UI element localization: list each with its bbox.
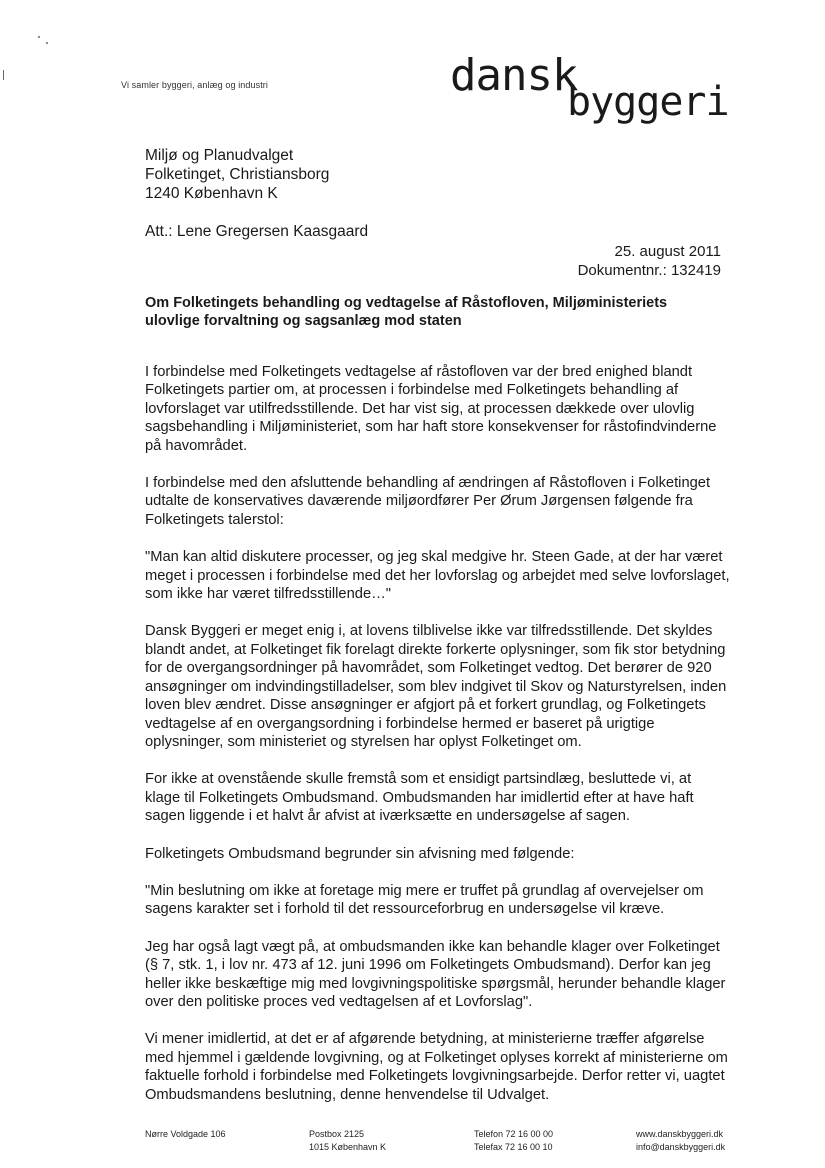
footer-address-column — [145, 1128, 226, 1141]
body-paragraph: For ikke at ovenstående skulle fremstå som et ensidigt partsindlæg, besluttede vi, at klage til Folketingets Ombudsmand. Ombudsmanden har imidlertid efter at have haft sagen liggende i et halvt år afvist at iværksætte en undersøgelse af sagen. — [145, 771, 694, 825]
footer-address: Nørre Voldgade 106 — [145, 1129, 226, 1139]
dansk-byggeri-logo — [450, 50, 729, 134]
attention-line: Att.: Lene Gregersen Kaasgaard — [145, 223, 369, 240]
footer-postbox-column — [309, 1128, 386, 1154]
company-tagline: Vi samler byggeri, anlæg og industri — [121, 80, 269, 90]
footer-phone: Telefon 72 16 00 00 — [474, 1129, 554, 1139]
footer-email-link[interactable]: info@danskbyggeri.dk — [636, 1142, 726, 1152]
recipient-line: Miljø og Planudvalget — [145, 147, 294, 164]
body-paragraph: Jeg har også lagt vægt på, at ombudsmanden ikke kan behandle klager over Folketinget (§ 7, stk. 1, i lov nr. 473 af 12. juni 1996 om Folketingets Ombudsmand). Derfor kan jeg heller ikke beskæftige mig med lovgivningspolitiske spørgsmål, herunder behandle klager over den politiske proces ved vedtagelsen af et Lovforslag". — [145, 938, 726, 1010]
footer-city: 1015 København K — [309, 1142, 387, 1152]
body-paragraph: Folketingets Ombudsmand begrunder sin afvisning med følgende: — [145, 845, 575, 862]
recipient-line: 1240 København K — [145, 185, 278, 202]
letter-date: 25. august 2011 — [614, 243, 721, 260]
letter-body — [145, 363, 730, 1123]
footer-fax: Telefax 72 16 00 10 — [474, 1142, 553, 1152]
recipient-line: Folketinget, Christiansborg — [145, 166, 330, 183]
footer-postbox: Postbox 2125 — [309, 1129, 365, 1139]
body-paragraph: Dansk Byggeri er meget enig i, at lovens tilblivelse ikke var tilfredsstillende. Det skyldes blandt andet, at Folketinget fik forelagt direkte forkerte oplysninger, som fik stor betydning for de overgangsordninger på havområdet, som Folketinget vedtog. Det berører de 920 ansøgninger om indvindingstilladelser, som blev indgivet til Skov og Naturstyrelsen, inden loven blev ændret. Disse ansøgninger er afgjort på et forkert grundlag, og Folketingets vedtagelse af en overgangsordning i forbindelse hermed er baseret på urigtige oplysninger, som ministeriet og styrelsen har oplyst Folketinget om. — [145, 623, 727, 750]
scan-speck — [3, 70, 4, 80]
footer-website-link[interactable]: www.danskbyggeri.dk — [636, 1129, 724, 1139]
letter-subject: Om Folketingets behandling og vedtagelse af Råstofloven, Miljøministeriets ulovlige forvaltning og sagsanlæg mod staten — [145, 295, 668, 329]
logo-word-dansk: dansk — [450, 50, 578, 101]
footer-phone-column — [474, 1128, 553, 1154]
body-paragraph: I forbindelse med Folketingets vedtagelse af råstofloven var der bred enighed blandt Folketingets partier om, at processen i forbindelse med Folketingets behandling af lovforslaget var utilfredsstillende. Det har vist sig, at processen dækkede over ulovlig sagsbehandling i Miljøministeriet, som har haft store konsekvenser for råstofindvinderne på havområdet. — [145, 364, 717, 454]
body-paragraph: I forbindelse med den afsluttende behandling af ændringen af Råstofloven i Folketinget udtalte de konservatives daværende miljøordfører Per Ørum Jørgensen følgende fra Folketingets talerstol: — [145, 475, 711, 528]
body-paragraph: "Min beslutning om ikke at foretage mig mere er truffet på grundlag af overvejelser om sagens karakter set i forhold til det ressourceforbrug en undersøgelse vil kræve. — [145, 882, 704, 918]
body-paragraph: "Man kan altid diskutere processer, og jeg skal medgive hr. Steen Gade, at der har været meget i processen i forbindelse med det her lovforslag og arbejdet med selve lovforslaget, som ikke har været tilfredsstillende…" — [145, 549, 730, 603]
date-block — [578, 242, 721, 280]
scan-speck — [46, 42, 48, 44]
logo-word-byggeri: byggeri — [567, 79, 729, 125]
scan-speck — [38, 36, 40, 38]
recipient-address — [145, 146, 329, 203]
footer-web-column — [636, 1128, 725, 1154]
document-number: Dokumentnr.: 132419 — [577, 262, 721, 279]
body-paragraph: Vi mener imidlertid, at det er af afgørende betydning, at ministerierne træffer afgørelse med hjemmel i gældende lovgivning, og at Folketinget oplyses korrekt af ministerierne om faktuelle forhold i forbindelse med Folketingets lovgivningsarbejde. Derfor retter vi, uagtet Ombudsmandens beslutning, denne henvendelse til Udvalget. — [145, 1031, 728, 1103]
